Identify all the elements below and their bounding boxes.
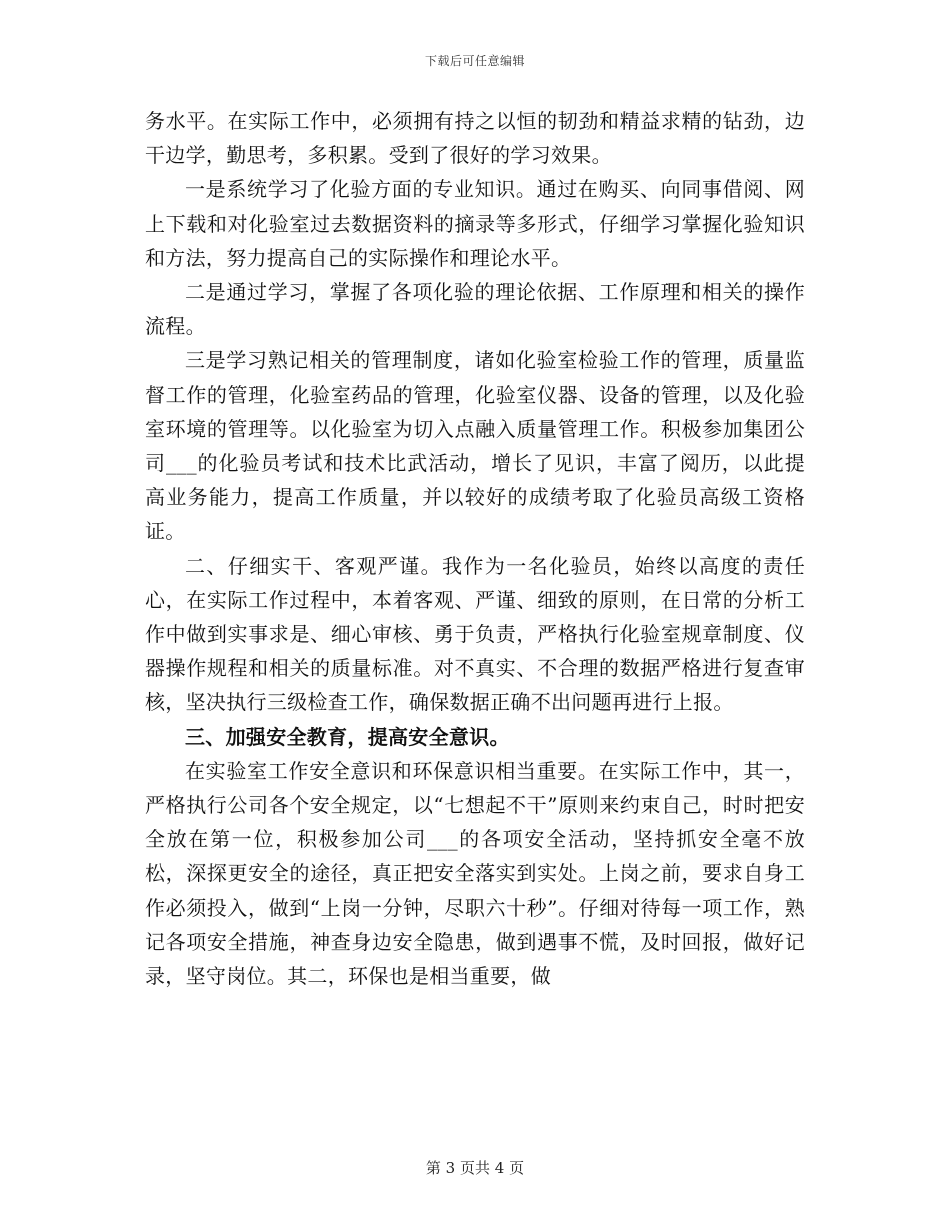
section-heading: 三、加强安全教育，提高安全意识。 — [185, 724, 510, 749]
paragraph-6: 在实验室工作安全意识和环保意识相当重要。在实际工作中，其一，严格执行公司各个安全规定，以“七想起不干”原则来约束自己，时时把安全放在第一位，积极参加公司___的各项安全活动，坚持抓安全毫不放松，深探更安全的途径，真正把安全落实到实处。上岗之前，要求自身工作必须投入，做到“上岗一分钟，尽职六十秒”。仔细对待每一项工作，熟记各项安全措施，神查身边安全隐患，做到遇事不慌，及时回报，做好记录，坚守岗位。其二，环保也是相当重要，做 — [145, 758, 805, 989]
paragraph-4: 三是学习熟记相关的管理制度，诸如化验室检验工作的管理，质量监督工作的管理，化验室药品的管理，化验室仪器、设备的管理，以及化验室环境的管理等。以化验室为切入点融入质量管理工作。积极参加集团公司___的化验员考试和技术比武活动，增长了见识，丰富了阅历，以此提高业务能力，提高工作质量，并以较好的成绩考取了化验员高级工资格证。 — [145, 348, 805, 544]
paragraph-1: 务水平。在实际工作中，必须拥有持之以恒的韧劲和精益求精的钻劲，边干边学，勤思考，多积累。受到了很好的学习效果。 — [145, 109, 805, 168]
page-header: 下载后可任意编辑 — [424, 54, 525, 68]
paragraph-3: 二是通过学习，掌握了各项化验的理论依据、工作原理和相关的操作流程。 — [145, 280, 805, 339]
page-number: 第 3 页共 4 页 — [425, 1159, 525, 1177]
paragraph-5: 二、仔细实干、客观严谨。我作为一名化验员，始终以高度的责任心，在实际工作过程中，本着客观、严谨、细致的原则，在日常的分析工作中做到实事求是、细心审核、勇于负责，严格执行化验室规章制度、仪器操作规程和相关的质量标准。对不真实、不合理的数据严格进行复查审核，坚决执行三级检查工作，确保数据正确不出问题再进行上报。 — [145, 553, 805, 715]
paragraph-2: 一是系统学习了化验方面的专业知识。通过在购买、向同事借阅、网上下载和对化验室过去数据资料的摘录等多形式，仔细学习掌握化验知识和方法，努力提高自己的实际操作和理论水平。 — [145, 177, 805, 270]
document-body — [145, 104, 805, 993]
